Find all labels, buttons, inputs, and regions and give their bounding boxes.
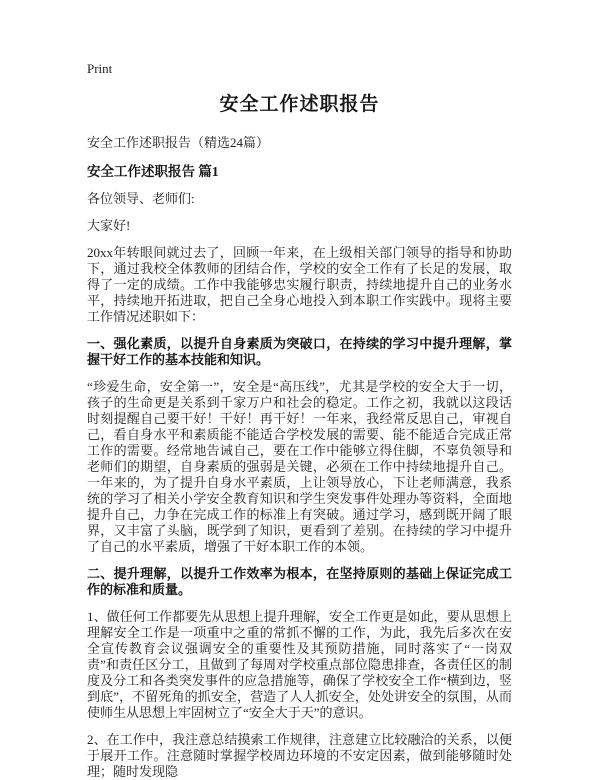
section-2-paragraph-2: 2、在工作中，我注意总结摸索工作规律，注意建立比较融洽的关系，以便于展开工作。注意随时掌握学校周边环境的不安定因素，做到能够随时处理；随时发现隐: [87, 732, 512, 779]
collection-subtitle: 安全工作述职报告（精选24篇）: [87, 135, 270, 150]
greeting-text: 大家好!: [87, 218, 131, 233]
section-1-heading: 一、强化素质，以提升自身素质为突破口，在持续的学习中提升理解，掌握干好工作的基本技能和知识。: [87, 336, 512, 367]
section-2-heading: 二、提升理解，以提升工作效率为根本，在坚持原则的基础上保证完成工作的标准和质量。: [87, 566, 512, 597]
salutation-text: 各位领导、老师们:: [87, 191, 195, 206]
intro-paragraph: 20xx年转眼间就过去了，回顾一年来，在上级相关部门领导的指导和协助下，通过我校全体教师的团结合作，学校的安全工作有了长足的发展，取得了一定的成绩。工作中我能够忠实履行职责，持续地提升自己的业务水平，持续地开拓进取，把自己全身心地投入到本职工作实践中。现将主要工作情况述职如下：: [87, 245, 512, 324]
section-1-paragraph: “珍爱生命，安全第一”，安全是“高压线”，尤其是学校的安全大于一切，孩子的生命更是关系到千家万户和社会的稳定。工作之初，我就以这段话时刻提醒自己要干好！干好！再干好！一年来，我经常反思自己，审视自己，看自身水平和素质能不能适合学校发展的需要、能不能适合完成正常工作的需要。经常地告诫自己，要在工作中能够立得住脚，不辜负领导和老师们的期望，自身素质的强弱是关键，必须在工作中持续地提升自己。一年来的，为了提升自身水平素质，上让领导放心，下让老师满意，我系统的学习了相关小学安全教育知识和学生突发事件处理办等资料，全面地提升自己，力争在完成工作的标准上有突破。通过学习，感到既开阔了眼界，又丰富了头脑，既学到了知识，更看到了差别。在持续的学习中提升了自己的水平素质，增强了干好本职工作的本领。: [87, 379, 512, 554]
article-title: 安全工作述职报告 篇1: [87, 164, 219, 179]
section-2-paragraph-1: 1、做任何工作都要先从思想上提升理解，安全工作更是如此，要从思想上理解安全工作是一项重中之重的常抓不懈的工作，为此，我先后多次在安全宣传教育会议强调安全的重要性及其预防措施，同时落实了“一岗双责”和责任区分工，且做到了每周对学校重点部位隐患排查，各责任区的制度及分工和各类突发事件的应急措施等，确保了学校安全工作“横到边，竖到底”，不留死角的抓安全，营造了人人抓安全，处处讲安全的氛围，从而使师生从思想上牢固树立了“安全大于天”的意识。: [87, 609, 512, 720]
page-title: 安全工作述职报告: [219, 94, 380, 115]
print-button[interactable]: Print: [87, 61, 113, 76]
